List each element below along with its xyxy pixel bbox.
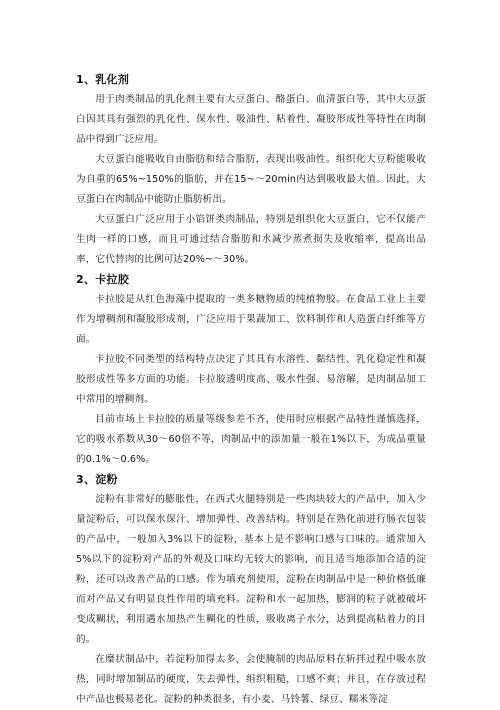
section-emulsifier <box>76 70 426 270</box>
section-title: 2、卡拉胶 <box>76 273 130 286</box>
paragraph: 大豆蛋白能吸收自由脂肪和结合脂肪，表现出吸油性。组织化大豆粉能吸收为自重的65%~150%的脂肪，并在15~～20min内达到吸收最大值。因此，大豆蛋白在肉制品中能防止脂肪析出。 <box>76 154 426 205</box>
paragraph: 淀粉有非常好的膨胀性，在西式火腿特别是一些肉块较大的产品中，加入少量淀粉后，可以保水保汁、增加弹性、改善结构。特别是在熟化前进行肠衣包装的产品中，一般加入3%以下的淀粉，基本上是不影响口感与口味的。通常加入5%以下的淀粉对产品的外观及口味均无较大的影响，而且适当地添加合适的淀粉，还可以改善产品的口感。作为填充剂使用，淀粉在肉制品中是一种价格低廉而对产品又有明显良性作用的填充料。淀粉和水一起加热，膨润的粒子就被破坏变成糊状，利用遇水加热产生糊化的性质，吸收离子水分，达到提高粘着力的目的。 <box>76 494 426 645</box>
section-title: 3、淀粉 <box>76 473 118 486</box>
paragraph: 卡拉胶是从红色海藻中提取的一类多糖物质的纯植物胶。在食品工业上主要作为增稠剂和凝胶形成剂，广泛应用于果蔬加工、饮料制作和人造蛋白纤维等方面。 <box>76 294 426 345</box>
paragraph: 卡拉胶不同类型的结构特点决定了其具有水溶性、黏结性、乳化稳定性和凝胶形成性等多方面的功能。卡拉胶透明度高、吸水性强、易溶解，是肉制品加工中常用的增稠剂。 <box>76 354 426 405</box>
section-starch <box>76 470 426 710</box>
document-body <box>76 70 426 710</box>
section-carrageenan <box>76 270 426 470</box>
paragraph: 大豆蛋白广泛应用于小馅饼类肉制品，特别是组织化大豆蛋白，它不仅能产生肉一样的口感，而且可通过结合脂肪和水减少蒸煮损失及收缩率，提高出品率，它代替肉的比例可达20%~～30%。 <box>76 214 426 265</box>
paragraph: 在糜状制品中，若淀粉加得太多，会使腌制的肉品原料在斩拌过程中吸水放热，同时增加制品的硬度，失去弹性，组织粗糙，口感不爽；并且，在存放过程中产品也极易老化。淀粉的种类很多，有小麦、马铃薯、绿豆、糯米等淀 <box>76 654 426 705</box>
paragraph: 用于肉类制品的乳化剂主要有大豆蛋白、酪蛋白、血清蛋白等，其中大豆蛋白因其具有强烈的乳化性、保水性、吸油性、粘着性、凝胶形成性等特性在肉制品中得到广泛应用。 <box>76 94 426 145</box>
section-title: 1、乳化剂 <box>76 73 130 86</box>
paragraph: 目前市场上卡拉胶的质量等级参差不齐，使用时应根据产品特性谨慎选择，它的吸水系数从30～60倍不等，肉制品中的添加量一般在1%以下，为成品重量的0.1%～0.6%。 <box>76 414 426 465</box>
